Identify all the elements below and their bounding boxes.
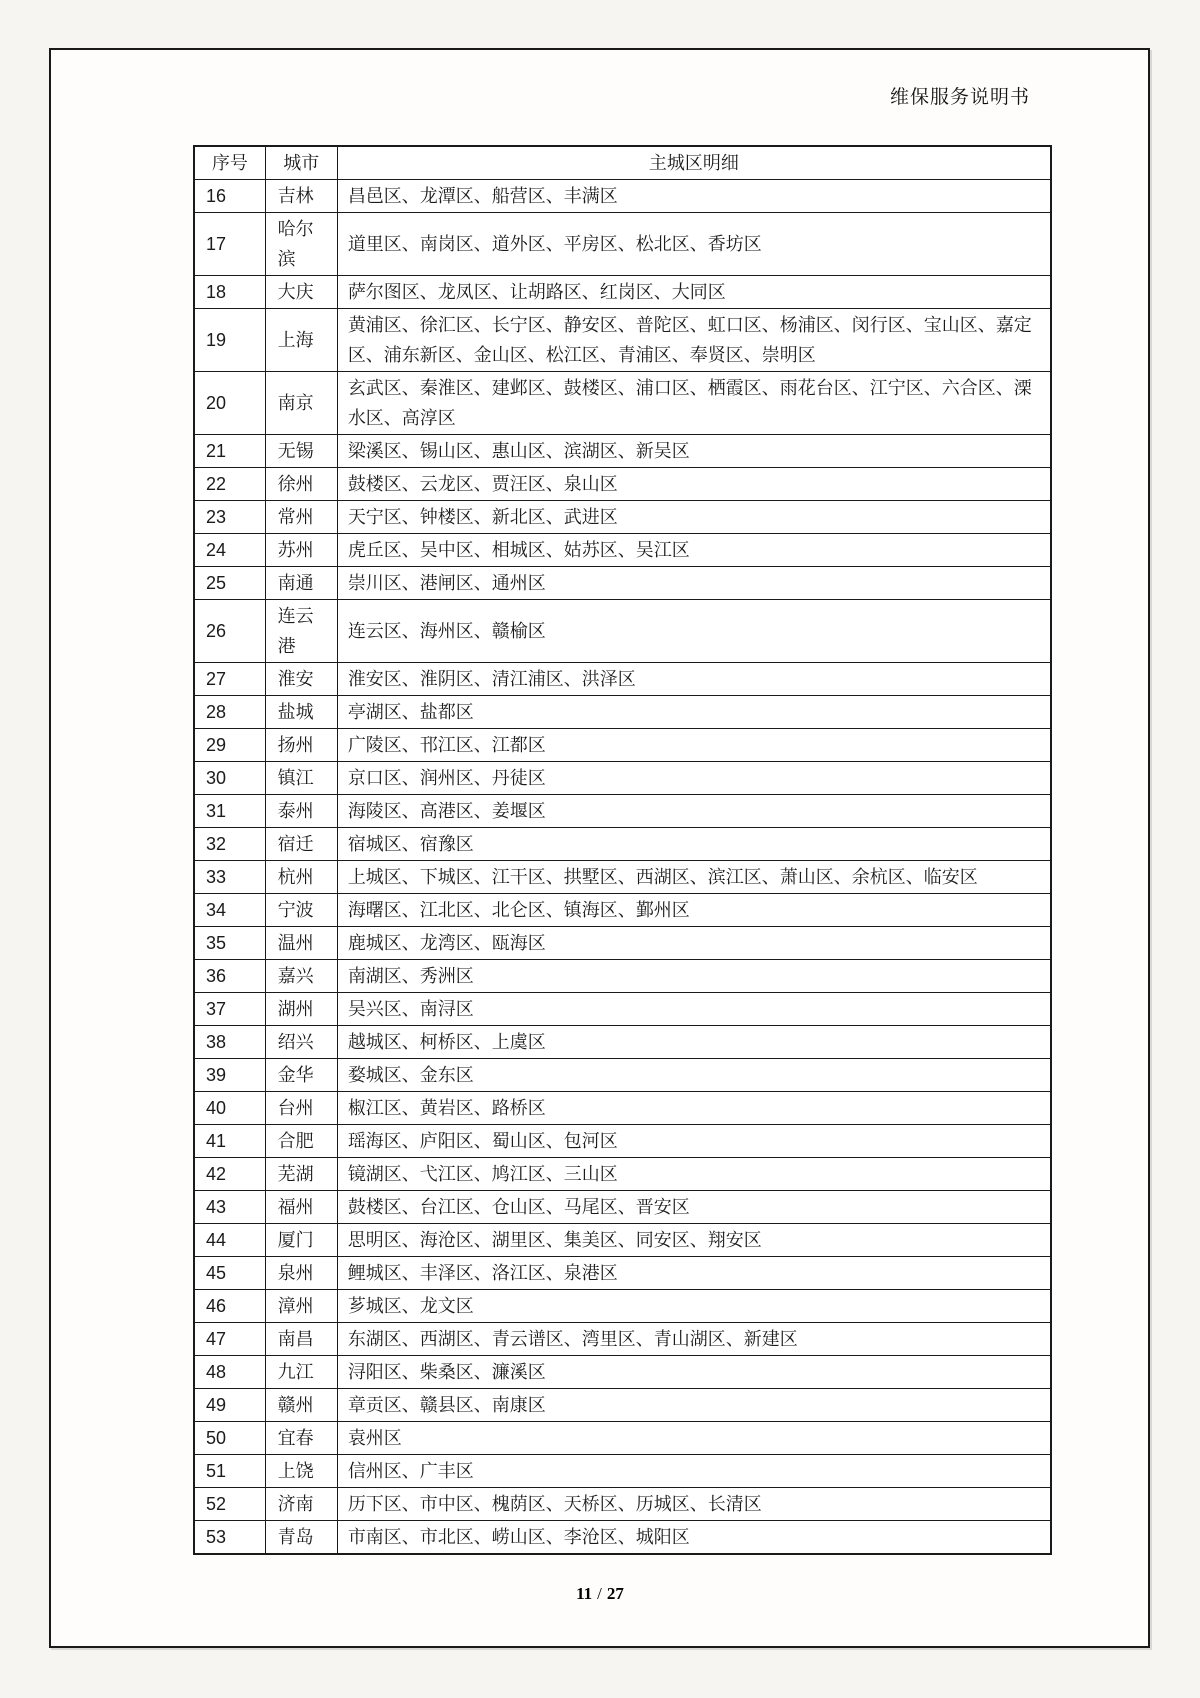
cell-city: 吉林 [265, 179, 337, 212]
cell-no: 38 [194, 1025, 265, 1058]
cell-city: 南昌 [265, 1322, 337, 1355]
cell-city: 盐城 [265, 695, 337, 728]
table-row [194, 893, 1051, 926]
cell-city: 台州 [265, 1091, 337, 1124]
cell-districts: 鼓楼区、云龙区、贾汪区、泉山区 [337, 467, 1051, 500]
cell-districts: 瑶海区、庐阳区、蜀山区、包河区 [337, 1124, 1051, 1157]
cell-no: 46 [194, 1289, 265, 1322]
cell-districts: 婺城区、金东区 [337, 1058, 1051, 1091]
cell-no: 35 [194, 926, 265, 959]
cell-city: 南京 [265, 371, 337, 434]
cell-city: 赣州 [265, 1388, 337, 1421]
cell-districts: 玄武区、秦淮区、建邺区、鼓楼区、浦口区、栖霞区、雨花台区、江宁区、六合区、溧水区、高淳区 [337, 371, 1051, 434]
cell-no: 30 [194, 761, 265, 794]
cell-no: 28 [194, 695, 265, 728]
cell-city: 合肥 [265, 1124, 337, 1157]
table-row [194, 308, 1051, 371]
cell-districts: 章贡区、赣县区、南康区 [337, 1388, 1051, 1421]
table-row [194, 1289, 1051, 1322]
cell-districts: 信州区、广丰区 [337, 1454, 1051, 1487]
table-row [194, 761, 1051, 794]
table-row [194, 1322, 1051, 1355]
cell-city: 苏州 [265, 533, 337, 566]
cell-city: 常州 [265, 500, 337, 533]
cell-no: 20 [194, 371, 265, 434]
column-header-districts: 主城区明细 [337, 146, 1051, 179]
table-row [194, 695, 1051, 728]
cell-city: 绍兴 [265, 1025, 337, 1058]
cell-city: 湖州 [265, 992, 337, 1025]
table-row [194, 1157, 1051, 1190]
cell-no: 53 [194, 1520, 265, 1554]
cell-no: 17 [194, 212, 265, 275]
table-row [194, 1388, 1051, 1421]
cell-no: 37 [194, 992, 265, 1025]
table-row [194, 1190, 1051, 1223]
cell-no: 29 [194, 728, 265, 761]
cell-city: 金华 [265, 1058, 337, 1091]
cell-no: 16 [194, 179, 265, 212]
cell-no: 25 [194, 566, 265, 599]
cell-no: 27 [194, 662, 265, 695]
cell-districts: 淮安区、淮阴区、清江浦区、洪泽区 [337, 662, 1051, 695]
cell-no: 31 [194, 794, 265, 827]
table-row [194, 992, 1051, 1025]
cell-city: 漳州 [265, 1289, 337, 1322]
cell-no: 42 [194, 1157, 265, 1190]
cell-no: 22 [194, 467, 265, 500]
cell-districts: 镜湖区、弋江区、鸠江区、三山区 [337, 1157, 1051, 1190]
cell-no: 49 [194, 1388, 265, 1421]
cell-city: 九江 [265, 1355, 337, 1388]
cell-city: 泉州 [265, 1256, 337, 1289]
page-number-separator: / [597, 1584, 602, 1603]
cell-districts: 广陵区、邗江区、江都区 [337, 728, 1051, 761]
cell-districts: 思明区、海沧区、湖里区、集美区、同安区、翔安区 [337, 1223, 1051, 1256]
cell-no: 50 [194, 1421, 265, 1454]
cell-districts: 虎丘区、吴中区、相城区、姑苏区、吴江区 [337, 533, 1051, 566]
cell-districts: 浔阳区、柴桑区、濂溪区 [337, 1355, 1051, 1388]
table-row [194, 728, 1051, 761]
cell-districts: 昌邑区、龙潭区、船营区、丰满区 [337, 179, 1051, 212]
table-row [194, 1223, 1051, 1256]
cell-city: 宜春 [265, 1421, 337, 1454]
cell-city: 温州 [265, 926, 337, 959]
cell-districts: 袁州区 [337, 1421, 1051, 1454]
cell-districts: 椒江区、黄岩区、路桥区 [337, 1091, 1051, 1124]
cell-districts: 萨尔图区、龙凤区、让胡路区、红岗区、大同区 [337, 275, 1051, 308]
column-header-no: 序号 [194, 146, 265, 179]
table-header-row [194, 146, 1051, 179]
table-row [194, 212, 1051, 275]
table-row [194, 599, 1051, 662]
table-row [194, 1256, 1051, 1289]
cell-no: 26 [194, 599, 265, 662]
cell-city: 南通 [265, 566, 337, 599]
cell-districts: 历下区、市中区、槐荫区、天桥区、历城区、长清区 [337, 1487, 1051, 1520]
cell-city: 无锡 [265, 434, 337, 467]
cell-city: 泰州 [265, 794, 337, 827]
cell-city: 福州 [265, 1190, 337, 1223]
page-number [0, 1584, 1200, 1604]
table-row [194, 467, 1051, 500]
cell-no: 36 [194, 959, 265, 992]
table-row [194, 434, 1051, 467]
cell-districts: 海曙区、江北区、北仑区、镇海区、鄞州区 [337, 893, 1051, 926]
table-row [194, 1355, 1051, 1388]
table-row [194, 1520, 1051, 1554]
document-header-title: 维保服务说明书 [890, 87, 1031, 108]
table-row [194, 926, 1051, 959]
cell-districts: 吴兴区、南浔区 [337, 992, 1051, 1025]
cell-city: 连云港 [265, 599, 337, 662]
cell-no: 52 [194, 1487, 265, 1520]
cell-districts: 海陵区、高港区、姜堰区 [337, 794, 1051, 827]
cell-city: 济南 [265, 1487, 337, 1520]
cell-no: 33 [194, 860, 265, 893]
table-row [194, 1025, 1051, 1058]
cell-districts: 东湖区、西湖区、青云谱区、湾里区、青山湖区、新建区 [337, 1322, 1051, 1355]
cell-no: 48 [194, 1355, 265, 1388]
cell-districts: 芗城区、龙文区 [337, 1289, 1051, 1322]
cell-city: 镇江 [265, 761, 337, 794]
table-row [194, 1454, 1051, 1487]
cell-districts: 鼓楼区、台江区、仓山区、马尾区、晋安区 [337, 1190, 1051, 1223]
city-districts-table [193, 145, 1052, 1555]
cell-city: 杭州 [265, 860, 337, 893]
cell-city: 扬州 [265, 728, 337, 761]
table-row [194, 275, 1051, 308]
total-page-number: 27 [606, 1584, 624, 1603]
cell-districts: 越城区、柯桥区、上虞区 [337, 1025, 1051, 1058]
cell-city: 徐州 [265, 467, 337, 500]
cell-no: 51 [194, 1454, 265, 1487]
cell-districts: 道里区、南岗区、道外区、平房区、松北区、香坊区 [337, 212, 1051, 275]
table-row [194, 860, 1051, 893]
cell-no: 45 [194, 1256, 265, 1289]
cell-city: 宁波 [265, 893, 337, 926]
cell-districts: 南湖区、秀洲区 [337, 959, 1051, 992]
table-row [194, 533, 1051, 566]
table-row [194, 1421, 1051, 1454]
table-row [194, 662, 1051, 695]
cell-districts: 宿城区、宿豫区 [337, 827, 1051, 860]
cell-city: 宿迁 [265, 827, 337, 860]
table-row [194, 179, 1051, 212]
cell-districts: 黄浦区、徐汇区、长宁区、静安区、普陀区、虹口区、杨浦区、闵行区、宝山区、嘉定区、浦东新区、金山区、松江区、青浦区、奉贤区、崇明区 [337, 308, 1051, 371]
cell-city: 芜湖 [265, 1157, 337, 1190]
cell-districts: 崇川区、港闸区、通州区 [337, 566, 1051, 599]
cell-districts: 上城区、下城区、江干区、拱墅区、西湖区、滨江区、萧山区、余杭区、临安区 [337, 860, 1051, 893]
table-row [194, 371, 1051, 434]
table-row [194, 794, 1051, 827]
cell-no: 43 [194, 1190, 265, 1223]
table-row [194, 1487, 1051, 1520]
cell-no: 21 [194, 434, 265, 467]
cell-no: 47 [194, 1322, 265, 1355]
table-row [194, 500, 1051, 533]
cell-districts: 京口区、润州区、丹徒区 [337, 761, 1051, 794]
cell-no: 18 [194, 275, 265, 308]
cell-city: 上海 [265, 308, 337, 371]
table-row [194, 959, 1051, 992]
cell-city: 大庆 [265, 275, 337, 308]
cell-no: 32 [194, 827, 265, 860]
cell-districts: 梁溪区、锡山区、惠山区、滨湖区、新吴区 [337, 434, 1051, 467]
cell-city: 哈尔滨 [265, 212, 337, 275]
cell-districts: 鹿城区、龙湾区、瓯海区 [337, 926, 1051, 959]
table-row [194, 827, 1051, 860]
cell-no: 23 [194, 500, 265, 533]
cell-city: 淮安 [265, 662, 337, 695]
table-row [194, 1058, 1051, 1091]
cell-no: 44 [194, 1223, 265, 1256]
table-row [194, 566, 1051, 599]
cell-no: 39 [194, 1058, 265, 1091]
cell-no: 24 [194, 533, 265, 566]
cell-city: 厦门 [265, 1223, 337, 1256]
cell-districts: 鲤城区、丰泽区、洛江区、泉港区 [337, 1256, 1051, 1289]
table-row [194, 1124, 1051, 1157]
cell-city: 青岛 [265, 1520, 337, 1554]
column-header-city: 城市 [265, 146, 337, 179]
cell-no: 19 [194, 308, 265, 371]
cell-no: 41 [194, 1124, 265, 1157]
cell-no: 40 [194, 1091, 265, 1124]
table-row [194, 1091, 1051, 1124]
cell-city: 上饶 [265, 1454, 337, 1487]
cell-districts: 连云区、海州区、赣榆区 [337, 599, 1051, 662]
cell-districts: 天宁区、钟楼区、新北区、武进区 [337, 500, 1051, 533]
cell-no: 34 [194, 893, 265, 926]
cell-districts: 亭湖区、盐都区 [337, 695, 1051, 728]
districts-table-body [194, 179, 1051, 1554]
cell-districts: 市南区、市北区、崂山区、李沧区、城阳区 [337, 1520, 1051, 1554]
current-page-number: 11 [576, 1584, 593, 1603]
cell-city: 嘉兴 [265, 959, 337, 992]
